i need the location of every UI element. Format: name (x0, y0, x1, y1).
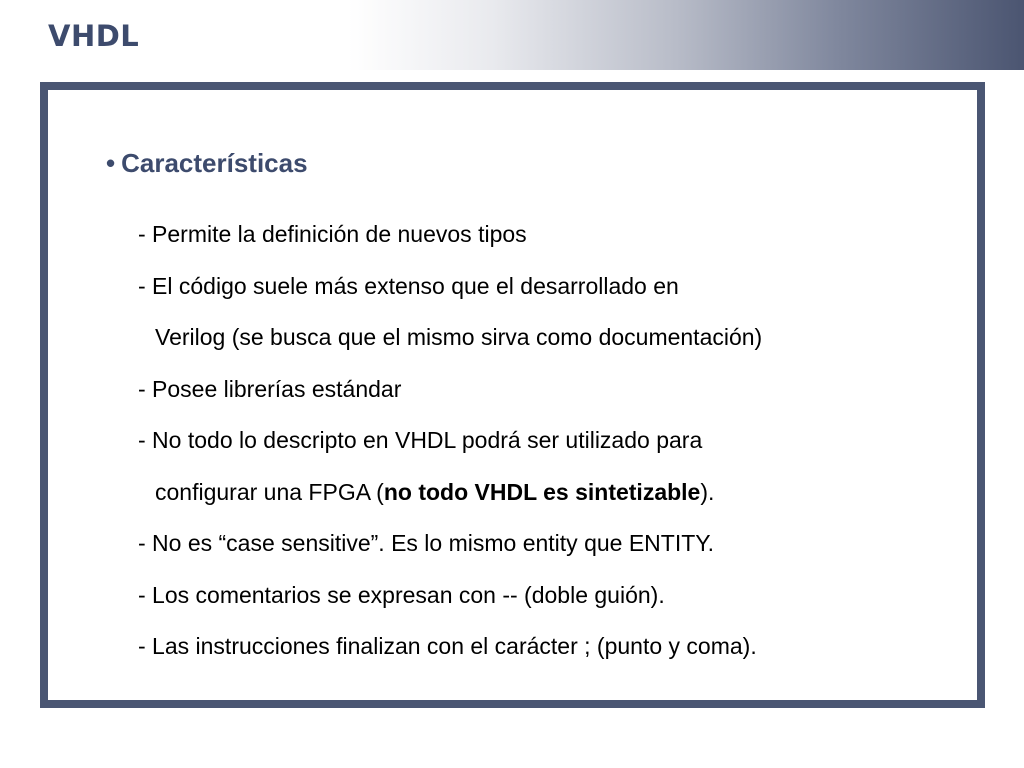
line-text: ). (700, 478, 715, 505)
list-item: - No todo lo descripto en VHDL podrá ser utilizado para (138, 427, 703, 453)
line-text: configurar una FPGA ( (155, 478, 384, 505)
list-item: - Las instrucciones finalizan con el carácter ; (punto y coma). (138, 633, 757, 659)
heading-text: Características (121, 148, 308, 178)
feature-list (138, 209, 762, 673)
list-item-continuation (138, 467, 762, 519)
list-item: - No es “case sensitive”. Es lo mismo entity que ENTITY. (138, 530, 715, 556)
list-item: - Posee librerías estándar (138, 375, 402, 402)
section-heading (106, 150, 308, 176)
title-gradient-bar (0, 0, 1024, 70)
list-item: - El código suele más extenso que el desarrollado en (138, 272, 679, 299)
content-frame (40, 82, 985, 708)
slide-title: VHDL (48, 19, 140, 53)
list-item: - Permite la definición de nuevos tipos (138, 221, 527, 247)
emphasis-text: no todo VHDL es sintetizable (383, 478, 701, 505)
list-item: - Los comentarios se expresan con -- (doble guión). (138, 581, 665, 608)
bullet-icon: • (106, 148, 116, 178)
list-item-continuation: Verilog (se busca que el mismo sirva como documentación) (155, 324, 763, 350)
